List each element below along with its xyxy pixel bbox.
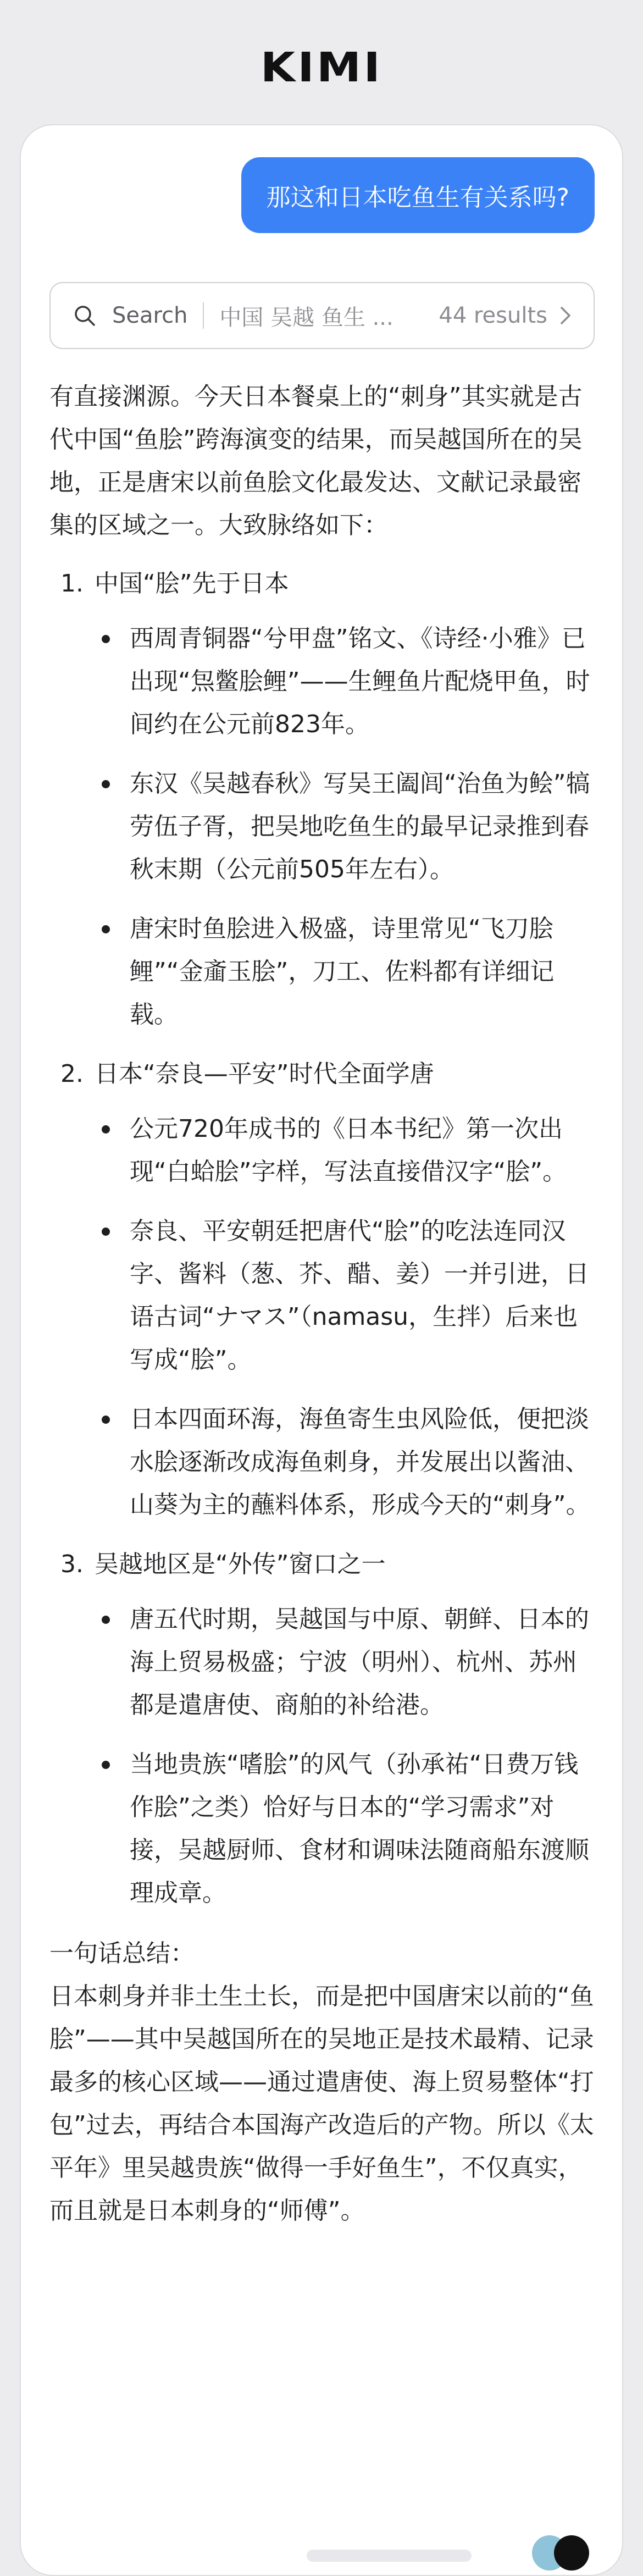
section-heading: 日本“奈良—平安”时代全面学唐	[95, 1060, 434, 1088]
search-label: Search	[112, 303, 188, 328]
section-number: 3.	[60, 1550, 84, 1578]
search-result-count: 44 results	[439, 303, 547, 328]
search-icon	[73, 303, 97, 328]
search-divider	[203, 302, 204, 329]
app-header	[0, 0, 643, 124]
assistant-answer	[49, 375, 596, 2232]
bullet-list	[49, 1108, 596, 1527]
section-title	[49, 1543, 596, 1586]
bullet-list	[49, 617, 596, 1036]
answer-intro: 有直接渊源。今天日本餐桌上的“刺身”其实就是古代中国“鱼脍”跨海演变的结果，而吴越国所在的吴地，正是唐宋以前鱼脍文化最发达、文献记录最密集的区域之一。大致脉络如下：	[49, 383, 583, 539]
user-message-bubble: 那这和日本吃鱼生有关系吗?	[241, 157, 595, 233]
footer-placeholder-bar	[307, 2550, 472, 2562]
chevron-right-icon	[559, 306, 572, 325]
bullet-item: 西周青铜器“兮甲盘”铭文、《诗经·小雅》已出现“炰鳖脍鲤”——生鲤鱼片配烧甲鱼，时间约在公元前823年。	[49, 617, 596, 746]
summary-title: 一句话总结：	[49, 1939, 195, 1967]
bullet-item: 唐宋时鱼脍进入极盛，诗里常见“飞刀脍鲤”“金齑玉脍”，刀工、佐料都有详细记载。	[49, 908, 596, 1036]
chat-card	[20, 124, 623, 2576]
bullet-item: 当地贵族“嗜脍”的风气（孙承祐“日费万钱作脍”之类）恰好与日本的“学习需求”对接，吴越厨师、食材和调味法随商船东渡顺理成章。	[49, 1743, 596, 1915]
avatar[interactable]	[554, 2535, 589, 2571]
answer-footer	[21, 2525, 622, 2575]
section-heading: 吴越地区是“外传”窗口之一	[95, 1550, 386, 1578]
section-number: 2.	[60, 1060, 84, 1088]
bullet-item: 东汉《吴越春秋》写吴王阖闾“治鱼为鲙”犒劳伍子胥，把吴地吃鱼生的最早记录推到春秋末期（公元前505年左右）。	[49, 762, 596, 891]
section-heading: 中国“脍”先于日本	[95, 570, 289, 598]
kimi-logo[interactable]: KIMI	[260, 44, 383, 91]
section-number: 1.	[60, 570, 84, 598]
summary-text: 日本刺身并非土生土长，而是把中国唐宋以前的“鱼脍”——其中吴越国所在的吴地正是技术最精、记录最多的核心区域——通过遣唐使、海上贸易整体“打包”过去，再结合本国海产改造后的产物。所以《太平年》里吴越贵族“做得一手好鱼生”，不仅真实，而且就是日本刺身的“师傅”。	[49, 1982, 594, 2225]
section-title	[49, 562, 596, 605]
bullet-item: 日本四面环海，海鱼寄生虫风险低，便把淡水脍逐渐改成海鱼刺身，并发展出以酱油、山葵为主的蘸料体系，形成今天的“刺身”。	[49, 1398, 596, 1527]
search-results-pill[interactable]	[49, 282, 595, 349]
section-title	[49, 1053, 596, 1096]
bullet-item: 唐五代时期，吴越国与中原、朝鲜、日本的海上贸易极盛；宁波（明州）、杭州、苏州都是遣唐使、商舶的补给港。	[49, 1598, 596, 1727]
bullet-item: 公元720年成书的《日本书纪》第一次出现“白蛤脍”字样，写法直接借汉字“脍”。	[49, 1108, 596, 1193]
bullet-item: 奈良、平安朝廷把唐代“脍”的吃法连同汉字、酱料（葱、芥、醋、姜）一并引进，日语古词“ナマス”（namasu，生拌）后来也写成“脍”。	[49, 1210, 596, 1381]
search-terms: 中国 吴越 鱼生 ...	[219, 305, 393, 330]
bullet-list	[49, 1598, 596, 1915]
